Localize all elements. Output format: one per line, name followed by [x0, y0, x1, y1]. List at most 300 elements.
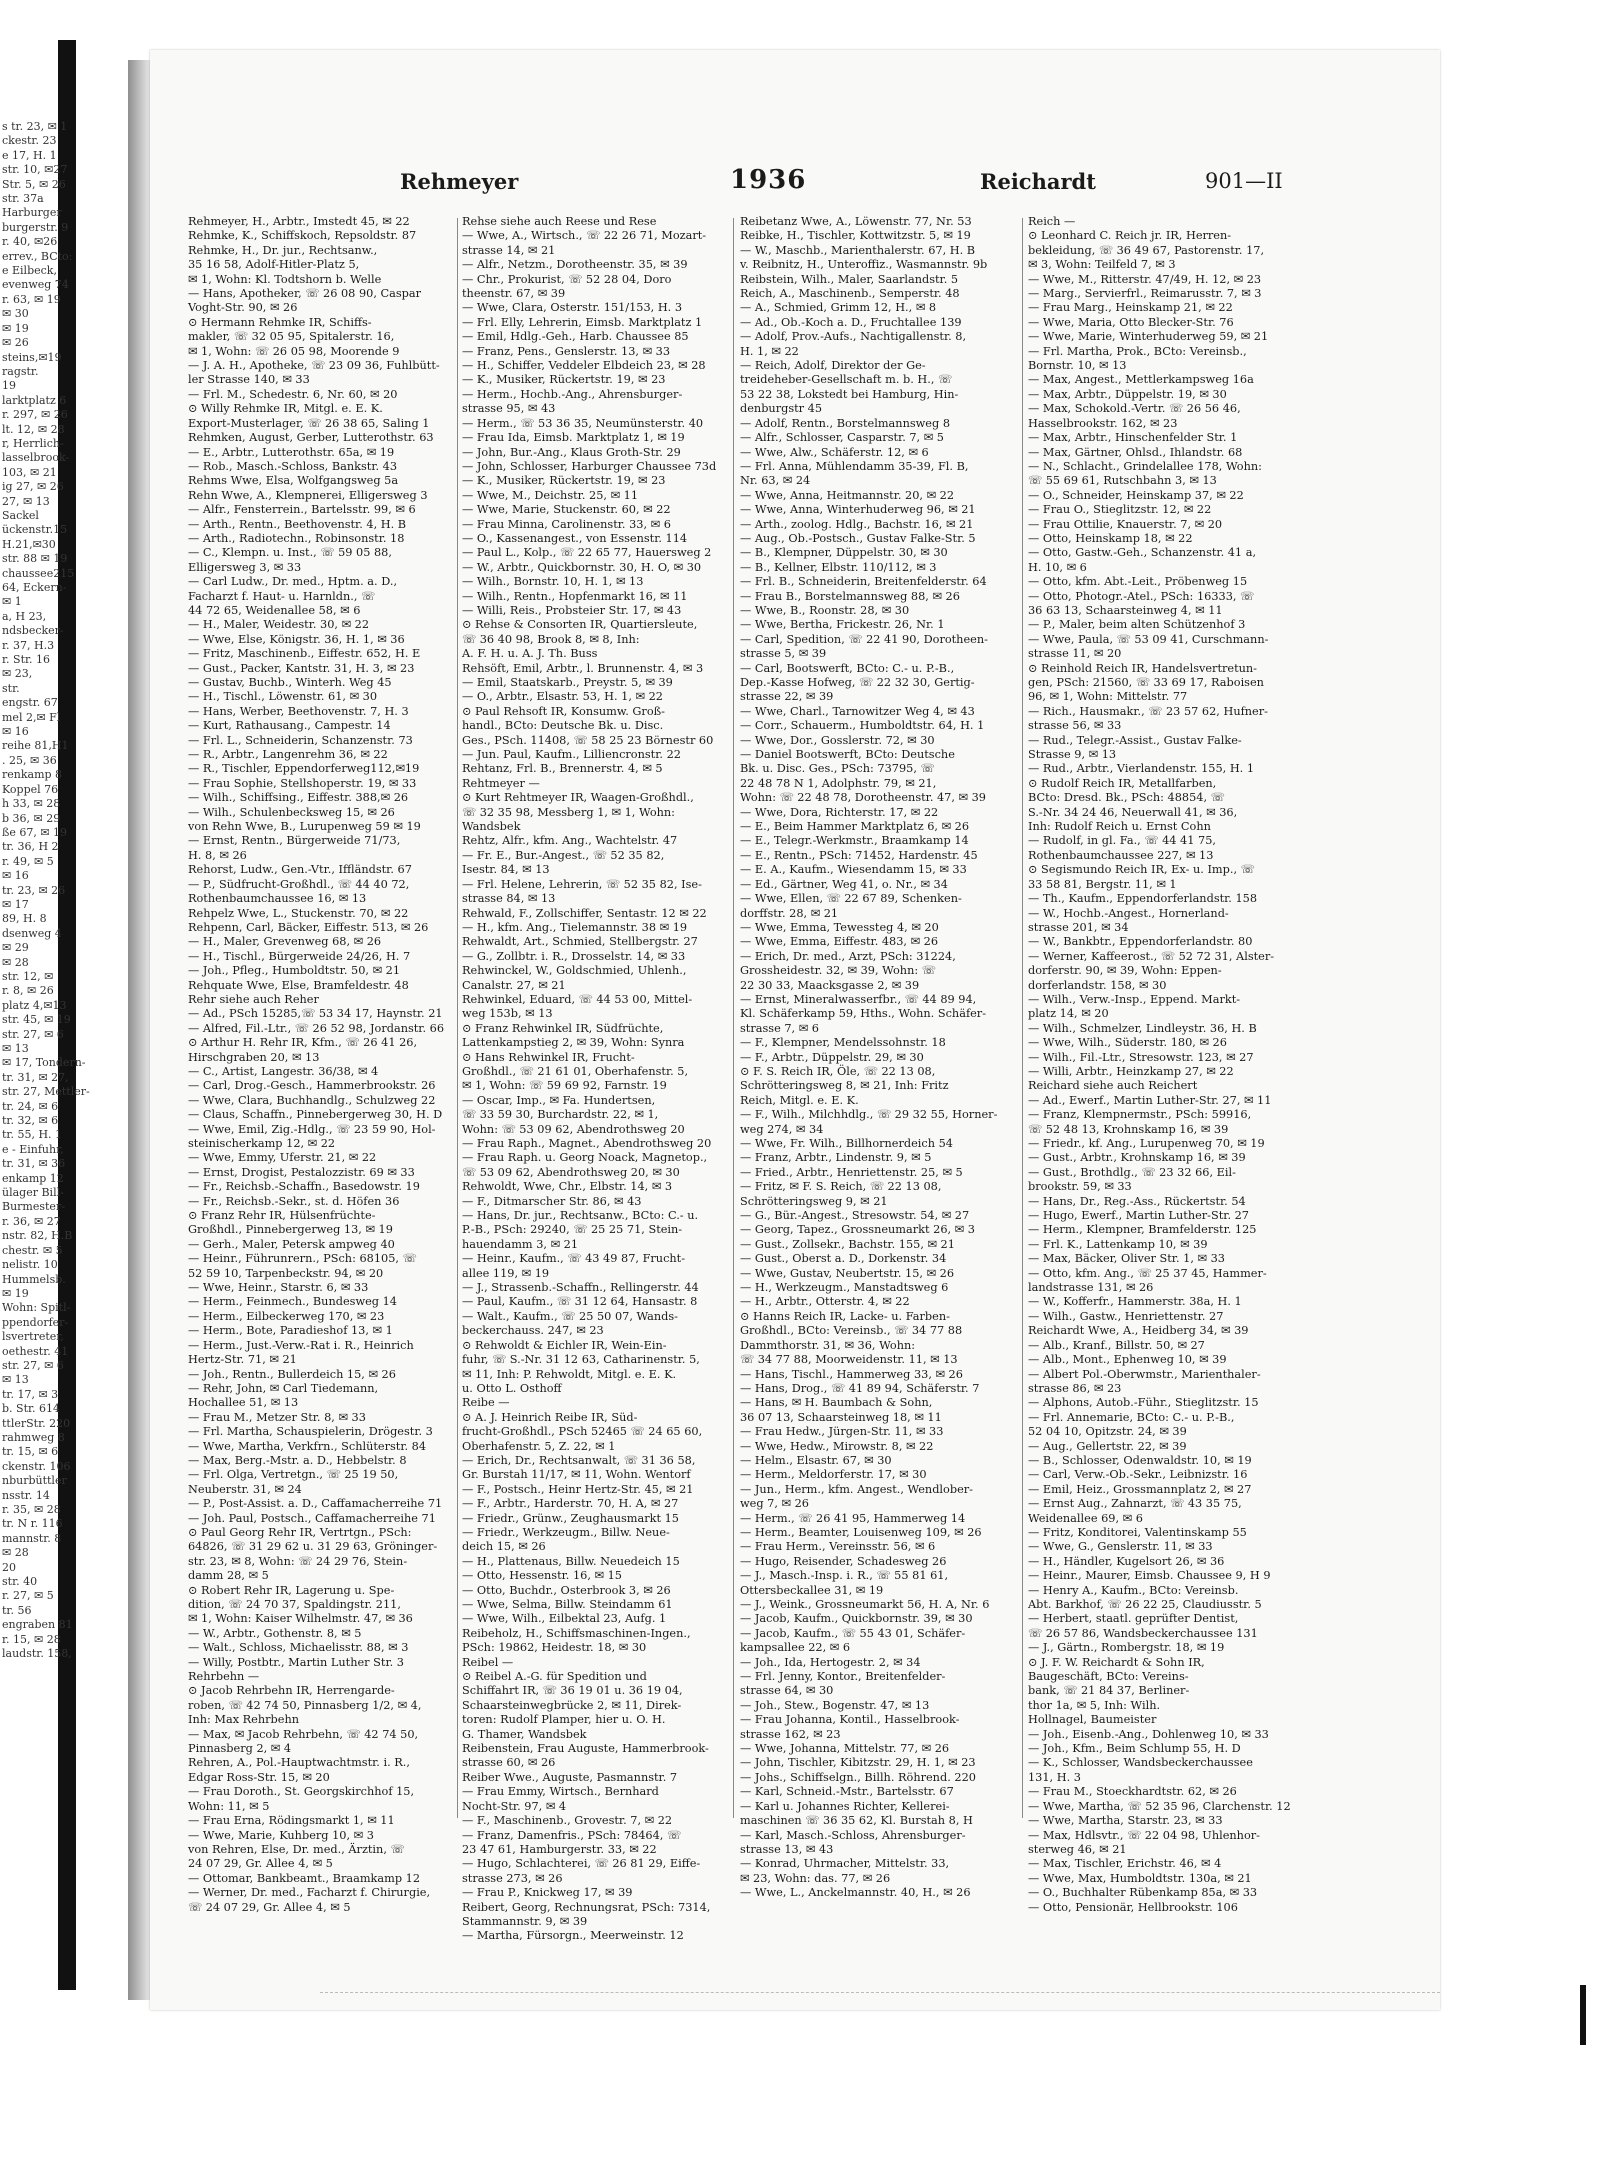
directory-entry-line: — Wwe, Anna, Heitmannstr. 20, ✉ 22	[740, 488, 955, 502]
directory-entry-line: — Marg., Servierfrl., Reimarusstr. 7, ✉ 3	[1028, 287, 1262, 301]
directory-entry-line: — Willi, Reis., Probsteier Str. 17, ✉ 43	[462, 603, 682, 617]
directory-entry-line: — Ernst Aug., Zahnarzt, ☏ 43 35 75,	[1028, 1497, 1242, 1511]
directory-entry-line: Canalstr. 27, ✉ 21	[462, 978, 566, 992]
directory-entry-line: — Hans, ✉ H. Baumbach & Sohn,	[740, 1396, 933, 1410]
directory-entry-line: ✉ 3, Wohn: Teilfeld 7, ✉ 3	[1028, 258, 1176, 272]
previous-page-line: engraben 81	[2, 1618, 73, 1632]
directory-entry-line: — H., Schiffer, Veddeler Elbdeich 23, ✉ 28	[462, 359, 706, 373]
directory-entry-line: — Alfr., Fensterrein., Bartelsstr. 99, ✉ 6	[188, 503, 416, 517]
directory-entry-line: — Max, Schokold.-Vertr. ☏ 26 56 46,	[1028, 402, 1241, 416]
directory-entry-line: — Herm., Bote, Paradieshof 13, ✉ 1	[188, 1324, 393, 1338]
directory-entry-line: — Franz, Arbtr., Lindenstr. 9, ✉ 5	[740, 1151, 932, 1165]
directory-entry-line: — F., Arbtr., Düppelstr. 29, ✉ 30	[740, 1050, 924, 1064]
directory-entry-line: ⊙ Segismundo Reich IR, Ex- u. Imp., ☏	[1028, 863, 1255, 877]
directory-entry-line: — Gust., Oberst a. D., Dorkenstr. 34	[740, 1252, 947, 1266]
previous-page-line: lasselbrook-	[2, 451, 70, 465]
directory-entry-line: — John, Schlosser, Harburger Chaussee 73d	[462, 459, 717, 473]
directory-entry-line: — Rehr, John, ✉ Carl Tiedemann,	[188, 1381, 379, 1395]
directory-entry-line: — Wilh., Schmelzer, Lindleystr. 36, H. B	[1028, 1021, 1257, 1035]
directory-entry-line: — Henry A., Kaufm., BCto: Vereinsb.	[1028, 1583, 1239, 1597]
directory-entry-line: — Max, Gärtner, Ohlsd., Ihlandstr. 68	[1028, 445, 1243, 459]
directory-entry-line: Rehr siehe auch Reher	[188, 992, 319, 1006]
previous-page-line: ✉ 28	[2, 955, 29, 969]
previous-page-line: ✉ 16	[2, 869, 29, 883]
directory-entry-line: — Frl. Jenny, Kontor., Breitenfelder-	[740, 1670, 946, 1684]
previous-page-line: ✉ 19	[2, 321, 29, 335]
directory-entry-line: ⊙ Arthur H. Rehr IR, Kfm., ☏ 26 41 26,	[188, 1036, 418, 1050]
previous-page-line: b. Str. 614	[2, 1402, 61, 1416]
directory-entry-line: ⊙ Kurt Rehtmeyer IR, Waagen-Großhdl.,	[462, 791, 694, 805]
directory-entry-line: — W., Kofferfr., Hammerstr. 38a, H. 1	[1028, 1295, 1242, 1309]
directory-entry-line: — Joh., Rentn., Bullerdeich 15, ✉ 26	[188, 1367, 396, 1381]
directory-entry-line: — Frl. Martha, Schauspielerin, Drögestr. 3	[188, 1425, 433, 1439]
directory-entry-line: Kl. Schäferkamp 59, Hths., Wohn. Schäfer-	[740, 1007, 987, 1021]
directory-entry-line: Rehquate Wwe, Else, Bramfeldestr. 48	[188, 978, 409, 992]
directory-column-3	[740, 215, 1018, 1900]
directory-entry-line: — Wwe, Marie, Stuckenstr. 60, ✉ 22	[462, 503, 671, 517]
directory-entry-line: — Wwe, G., Genslerstr. 11, ✉ 33	[1028, 1540, 1213, 1554]
previous-page-line: e Eilbeck,	[2, 264, 57, 278]
directory-entry-line: — Rud., Telegr.-Assist., Gustav Falke-	[1028, 733, 1242, 747]
header-first-entry: Rehmeyer	[400, 169, 519, 194]
directory-entry-line: — Alb., Kranf., Billstr. 50, ✉ 27	[1028, 1338, 1205, 1352]
directory-entry-line: — Joh., Stew., Bogenstr. 47, ✉ 13	[740, 1698, 930, 1712]
directory-entry-line: Rehse siehe auch Reese und Rese	[462, 215, 657, 228]
directory-entry-line: — K., Schlosser, Wandsbeckerchaussee	[1028, 1756, 1253, 1770]
directory-entry-line: ⊙ Hans Rehwinkel IR, Frucht-	[462, 1050, 635, 1064]
directory-entry-line: — Ad., Ob.-Koch a. D., Fruchtallee 139	[740, 315, 962, 329]
directory-entry-line: — Wwe, M., Ritterstr. 47/49, H. 12, ✉ 23	[1028, 272, 1262, 286]
directory-entry-line: — Joh., Kfm., Beim Schlump 55, H. D	[1028, 1742, 1241, 1756]
directory-entry-line: — Wwe, Heinr., Starstr. 6, ✉ 33	[188, 1281, 369, 1295]
previous-page-line: platz 4,✉13	[2, 998, 67, 1012]
directory-entry-line: — Frau Herm., Vereinsstr. 56, ✉ 6	[740, 1540, 936, 1554]
previous-page-line: r. 36, ✉ 27	[2, 1214, 61, 1228]
directory-entry-line: — Ottomar, Bankbeamt., Braamkamp 12	[188, 1871, 421, 1885]
directory-entry-line: 44 72 65, Weidenallee 58, ✉ 6	[188, 603, 361, 617]
directory-entry-line: — E., Rentn., PSch: 71452, Hardenstr. 45	[740, 848, 978, 862]
directory-entry-line: u. Otto L. Osthoff	[462, 1381, 562, 1395]
directory-entry-line: Pinnasberg 2, ✉ 4	[188, 1742, 292, 1756]
directory-entry-line: 53 22 38, Lokstedt bei Hamburg, Hin-	[740, 387, 959, 401]
directory-entry-line: — Emil, Hdlg.-Geh., Harb. Chaussee 85	[462, 330, 689, 344]
directory-entry-line: — Heinr., Maurer, Eimsb. Chaussee 9, H 9	[1028, 1569, 1271, 1583]
directory-entry-line: — Frau O., Stieglitzstr. 12, ✉ 22	[1028, 503, 1212, 517]
directory-entry-line: allee 119, ✉ 19	[462, 1266, 550, 1280]
directory-entry-line: — Friedr., kf. Ang., Lurupenweg 70, ✉ 19	[1028, 1137, 1265, 1150]
directory-entry-line: — Hans, Dr. jur., Rechtsanw., BCto: C.- u.	[462, 1209, 699, 1223]
directory-entry-line: — John, Tischler, Kibitzstr. 29, H. 1, ✉ 23	[740, 1756, 976, 1770]
previous-page-line: enkamp 12	[2, 1171, 64, 1185]
directory-entry-line: — R., Tischler, Eppendorferweg112,✉19	[188, 762, 420, 776]
column-divider	[1022, 218, 1023, 1818]
directory-entry-line: — Wilh., Verw.-Insp., Eppend. Markt-	[1028, 992, 1241, 1006]
directory-entry-line: — Franz, Pens., Genslerstr. 13, ✉ 33	[462, 344, 671, 358]
previous-page-line: rahmweg 8	[2, 1430, 65, 1444]
directory-entry-line: ☏ 36 40 98, Brook 8, ✉ 8, Inh:	[462, 632, 640, 646]
directory-entry-line: — Hans, Werber, Beethovenstr. 7, H. 3	[188, 704, 409, 718]
directory-entry-line: Weidenallee 69, ✉ 6	[1028, 1511, 1143, 1525]
directory-entry-line: ☏ 52 48 13, Krohnskamp 16, ✉ 39	[1028, 1122, 1229, 1136]
directory-entry-line: — Ad., Ewerf., Martin Luther-Str. 27, ✉ 11	[1028, 1093, 1272, 1107]
directory-entry-line: 22 48 78 N 1, Adolphstr. 79, ✉ 21,	[740, 776, 937, 790]
directory-column-2	[462, 215, 727, 1943]
previous-page-line: 27, ✉ 13	[2, 494, 50, 508]
directory-entry-line: — Jacob, Kaufm., Quickbornstr. 39, ✉ 30	[740, 1612, 973, 1626]
directory-entry-line: ⊙ Rehse & Consorten IR, Quartiersleute,	[462, 618, 698, 632]
directory-entry-line: Rehmke, H., Dr. jur., Rechtsanw.,	[188, 243, 378, 257]
directory-entry-line: — Max, Hdlsvtr., ☏ 22 04 98, Uhlenhor-	[1028, 1828, 1260, 1842]
directory-entry-line: — Emil, Heiz., Grossmannplatz 2, ✉ 27	[1028, 1482, 1252, 1496]
directory-entry-line: — E., Telegr.-Werkmstr., Braamkamp 14	[740, 834, 969, 848]
previous-page-line: tr. 32, ✉ 6	[2, 1114, 59, 1128]
previous-page-line: ückenstr.15	[2, 523, 68, 537]
directory-entry-line: — Arth., zoolog. Hdlg., Bachstr. 16, ✉ 21	[740, 517, 974, 531]
previous-page-line: ✉ 17, Tondern-	[2, 1056, 86, 1070]
directory-entry-line: — Frl. Elly, Lehrerin, Eimsb. Marktplatz 1	[462, 315, 703, 329]
directory-entry-line: steinischerkamp 12, ✉ 22	[188, 1137, 336, 1150]
directory-entry-line: ⊙ Hanns Reich IR, Lacke- u. Farben-	[740, 1309, 950, 1323]
directory-entry-line: ⊙ Reinhold Reich IR, Handelsvertretun-	[1028, 661, 1257, 675]
directory-entry-line: BCto: Dresd. Bk., PSch: 48854, ☏	[1028, 791, 1225, 805]
previous-page-line: Burmester-	[2, 1200, 65, 1214]
directory-entry-line: Reibeholz, H., Schiffsmaschinen-Ingen.,	[462, 1626, 691, 1640]
directory-entry-line: ☏ 24 07 29, Gr. Allee 4, ✉ 5	[188, 1900, 351, 1914]
directory-entry-line: 131, H. 3	[1028, 1770, 1081, 1784]
directory-entry-line: — Willy, Postbtr., Martin Luther Str. 3	[188, 1655, 404, 1669]
directory-entry-line: — Georg, Tapez., Grossneumarkt 26, ✉ 3	[740, 1223, 975, 1237]
directory-entry-line: — Friedr., Grünw., Zeughausmarkt 15	[462, 1511, 679, 1525]
directory-entry-line: — Wwe, Wilh., Eilbektal 23, Aufg. 1	[462, 1612, 667, 1626]
previous-page-line: r. Str. 16	[2, 653, 51, 667]
directory-entry-line: strasse 56, ✉ 33	[1028, 719, 1122, 733]
directory-entry-line: — Walt., Kaufm., ☏ 25 50 07, Wands-	[462, 1309, 678, 1323]
previous-page-line: r. 297, ✉ 26	[2, 408, 68, 422]
directory-entry-line: — B., Klempner, Düppelstr. 30, ✉ 30	[740, 546, 948, 560]
directory-entry-line: — Otto, Heinskamp 18, ✉ 22	[1028, 531, 1193, 545]
directory-entry-line: — Rich., Hausmakr., ☏ 23 57 62, Hufner-	[1028, 704, 1268, 718]
directory-entry-line: 96, ✉ 1, Wohn: Mittelstr. 77	[1028, 690, 1188, 704]
previous-page-line: lt. 12, ✉ 28	[2, 422, 65, 436]
directory-entry-line: — Wwe, Paula, ☏ 53 09 41, Curschmann-	[1028, 632, 1269, 646]
directory-entry-line: — Herm., Meldorferstr. 17, ✉ 30	[740, 1468, 927, 1482]
directory-entry-line: — Wwe, M., Deichstr. 25, ✉ 11	[462, 488, 639, 502]
directory-entry-line: Nocht-Str. 97, ✉ 4	[462, 1799, 567, 1813]
directory-entry-line: — Max, Berg.-Mstr. a. D., Hebbelstr. 8	[188, 1453, 407, 1467]
directory-entry-line: ⊙ A. J. Heinrich Reibe IR, Süd-	[462, 1410, 638, 1424]
directory-entry-line: — H., Maler, Weidestr. 30, ✉ 22	[188, 618, 370, 632]
directory-entry-line: Schrötteringsweg 8, ✉ 21, Inh: Fritz	[740, 1079, 949, 1093]
directory-entry-line: Hirschgraben 20, ✉ 13	[188, 1050, 320, 1064]
directory-entry-line: Rehwinckel, W., Goldschmied, Uhlenh.,	[462, 964, 687, 978]
directory-entry-line: — O., Schneider, Heinskamp 37, ✉ 22	[1028, 488, 1244, 502]
directory-entry-line: — Wwe, Else, Königstr. 36, H. 1, ✉ 36	[188, 632, 405, 646]
directory-entry-line: strasse 201, ✉ 34	[1028, 920, 1129, 934]
directory-entry-line: 36 63 13, Schaarsteinweg 4, ✉ 11	[1028, 603, 1223, 617]
directory-entry-line: Rothenbaumchaussee 227, ✉ 13	[1028, 848, 1214, 862]
directory-entry-line: Hasselbrookstr. 162, ✉ 23	[1028, 416, 1178, 430]
previous-page-line: steins,✉19	[2, 350, 62, 364]
previous-page-line: h 33, ✉ 28	[2, 797, 61, 811]
directory-entry-line: strasse 273, ✉ 26	[462, 1871, 563, 1885]
directory-entry-line: ✉ 1, Wohn: ☏ 26 05 98, Moorende 9	[188, 344, 400, 358]
directory-entry-line: — H., kfm. Ang., Tielemannstr. 38 ✉ 19	[462, 920, 688, 934]
previous-page-line: ✉ 23,	[2, 667, 33, 681]
directory-entry-line: Großhdl., ☏ 21 61 01, Oberhafenstr. 5,	[462, 1064, 689, 1078]
directory-entry-line: — Frl. Annemarie, BCto: C.- u. P.-B.,	[1028, 1410, 1235, 1424]
directory-entry-line: — R., Arbtr., Langenrehm 36, ✉ 22	[188, 748, 388, 762]
directory-entry-line: — G., Zollbtr. i. R., Drosselstr. 14, ✉ 33	[462, 949, 686, 963]
previous-page-line: Koppel 76	[2, 782, 59, 796]
directory-entry-line: — Fr., Reichsb.-Schaffn., Basedowstr. 19	[188, 1180, 420, 1194]
directory-entry-line: Schaarsteinwegbrücke 2, ✉ 11, Direk-	[462, 1698, 682, 1712]
directory-entry-line: — Erich, Dr., Rechtsanwalt, ☏ 31 36 58,	[462, 1453, 696, 1467]
directory-entry-line: — Wwe, Martha, Starstr. 23, ✉ 33	[1028, 1814, 1223, 1828]
directory-entry-line: — Wwe, Maria, Otto Blecker-Str. 76	[1028, 315, 1234, 329]
directory-entry-line: 33 58 81, Bergstr. 11, ✉ 1	[1028, 877, 1177, 891]
directory-entry-line: — Carl, Bootswerft, BCto: C.- u. P.-B.,	[740, 661, 955, 675]
directory-entry-line: — Jun., Herm., kfm. Angest., Wendlober-	[740, 1482, 973, 1496]
previous-page-line: str. 45, ✉ 19	[2, 1013, 71, 1027]
previous-page-line: r. 40, ✉26	[2, 235, 58, 249]
directory-entry-line: — Carl, Spedition, ☏ 22 41 90, Dorotheen-	[740, 632, 988, 646]
directory-entry-line: — Frl. Helene, Lehrerin, ☏ 52 35 82, Ise-	[462, 877, 702, 891]
previous-page-line: e - Einfuhr,	[2, 1142, 64, 1156]
directory-entry-line: Reichard siehe auch Reichert	[1028, 1079, 1198, 1093]
directory-entry-line: — H., Werkzeugm., Manstadtsweg 6	[740, 1281, 949, 1295]
directory-entry-line: — Wwe, Martha, Verkfrn., Schlüterstr. 84	[188, 1439, 427, 1453]
directory-entry-line: — Wwe, Marie, Kuhberg 10, ✉ 3	[188, 1828, 374, 1842]
previous-page-line: 19	[2, 379, 16, 393]
directory-entry-line: von Rehren, Else, Dr. med., Ärztin, ☏	[188, 1842, 405, 1856]
directory-entry-line: — Rob., Masch.-Schloss, Bankstr. 43	[188, 459, 398, 473]
directory-entry-line: Gr. Burstah 11/17, ✉ 11, Wohn. Wentorf	[462, 1468, 691, 1482]
previous-page-line: s tr. 23, ✉ 1	[2, 120, 68, 133]
previous-page-line: str. 27, ✉ 6	[2, 1027, 64, 1041]
directory-entry-line: Rehmken, August, Gerber, Lutterothstr. 63	[188, 431, 434, 445]
directory-entry-line: — Wwe, Dora, Richterstr. 17, ✉ 22	[740, 805, 939, 819]
directory-entry-line: thor 1a, ✉ 5, Inh: Wilh.	[1028, 1698, 1161, 1712]
directory-entry-line: Hertz-Str. 71, ✉ 21	[188, 1353, 297, 1367]
directory-entry-line: Rehsöft, Emil, Arbtr., l. Brunnenstr. 4, ✉ 3	[462, 661, 704, 675]
directory-entry-line: — E. A., Kaufm., Wiesendamm 15, ✉ 33	[740, 863, 967, 877]
directory-entry-line: deich 15, ✉ 26	[462, 1540, 546, 1554]
directory-entry-line: — Frau M., Stoeckhardtstr. 62, ✉ 26	[1028, 1785, 1237, 1799]
directory-entry-line: bekleidung, ☏ 36 49 67, Pastorenstr. 17,	[1028, 243, 1265, 257]
directory-entry-line: — F., Wilh., Milchhdlg., ☏ 29 32 55, Horner-	[740, 1108, 998, 1122]
directory-entry-line: Reibel —	[462, 1655, 514, 1669]
directory-entry-line: — Aug., Gellertstr. 22, ✉ 39	[1028, 1439, 1187, 1453]
directory-entry-line: — Max, Arbtr., Hinschenfelder Str. 1	[1028, 431, 1238, 445]
previous-page-line: tr. 23, ✉ 26	[2, 883, 66, 897]
directory-entry-line: — K., Musiker, Rückertstr. 19, ✉ 23	[462, 373, 666, 387]
directory-entry-line: — Aug., Ob.-Postsch., Gustav Falke-Str. 5	[740, 531, 976, 545]
previous-page-fragment	[0, 120, 142, 1970]
directory-entry-line: — Otto, Gastw.-Geh., Schanzenstr. 41 a,	[1028, 546, 1257, 560]
previous-page-line: mannstr. 8	[2, 1531, 62, 1545]
previous-page-line: ckestr. 23	[2, 134, 57, 148]
directory-entry-line: Rehms Wwe, Elsa, Wolfgangsweg 5a	[188, 474, 399, 488]
previous-page-line: r. 37, H.3	[2, 638, 55, 652]
page-header	[250, 165, 1430, 205]
directory-entry-line: — J., Masch.-Insp. i. R., ☏ 55 81 61,	[740, 1569, 949, 1583]
directory-entry-line: — Wwe, Bertha, Frickestr. 26, Nr. 1	[740, 618, 945, 632]
directory-entry-line: Ottersbeckallee 31, ✉ 19	[740, 1583, 884, 1597]
directory-column-4	[1028, 215, 1310, 1914]
directory-column-1	[188, 215, 453, 1914]
directory-entry-line: — Frau Emmy, Wirtsch., Bernhard	[462, 1785, 659, 1799]
directory-entry-line: — Herm., Klempner, Bramfelderstr. 125	[1028, 1223, 1257, 1237]
directory-entry-line: PSch: 19862, Heidestr. 18, ✉ 30	[462, 1641, 647, 1655]
directory-entry-line: — Wwe, Clara, Osterstr. 151/153, H. 3	[462, 301, 683, 315]
directory-entry-line: — A., Schmied, Grimm 12, H., ✉ 8	[740, 301, 937, 315]
directory-entry-line: H. 8, ✉ 26	[188, 848, 247, 862]
directory-entry-line: — Frl. L., Schneiderin, Schanzenstr. 73	[188, 733, 413, 747]
directory-entry-line: — Joh. Paul, Postsch., Caffamacherreihe 71	[188, 1511, 436, 1525]
directory-entry-line: — Wilh., Schiffsing., Eiffestr. 388,✉ 26	[188, 791, 409, 805]
directory-entry-line: — Frau Raph., Magnet., Abendrothsweg 20	[462, 1137, 712, 1150]
directory-entry-line: — Wilh., Rentn., Hopfenmarkt 16, ✉ 11	[462, 589, 688, 603]
directory-entry-line: — Herm., Feinmech., Bundesweg 14	[188, 1295, 397, 1309]
directory-entry-line: Isestr. 84, ✉ 13	[462, 863, 550, 877]
directory-entry-line: ⊙ Leonhard C. Reich jr. IR, Herren-	[1028, 229, 1232, 243]
directory-entry-line: Reichardt Wwe, A., Heidberg 34, ✉ 39	[1028, 1324, 1249, 1338]
directory-entry-line: — Frau P., Knickweg 17, ✉ 39	[462, 1886, 633, 1900]
directory-entry-line: — Frau Erna, Rödingsmarkt 1, ✉ 11	[188, 1814, 395, 1828]
previous-page-line: engstr. 67	[2, 696, 58, 710]
previous-page-line: tr. 24, ✉ 6	[2, 1099, 59, 1113]
directory-entry-line: strasse 22, ✉ 39	[740, 690, 834, 704]
directory-entry-line: ⊙ Franz Rehr IR, Hülsenfrüchte-	[188, 1209, 376, 1223]
directory-entry-line: ✉ 1, Wohn: Kl. Todtshorn b. Welle	[188, 272, 382, 286]
directory-entry-line: — Emil, Staatskarb., Preystr. 5, ✉ 39	[462, 676, 673, 689]
directory-entry-line: — Joh., Eisenb.-Ang., Dohlenweg 10, ✉ 33	[1028, 1727, 1269, 1741]
directory-entry-line: treideheber-Gesellschaft m. b. H., ☏	[740, 373, 953, 387]
previous-page-line: dsenweg 4	[2, 926, 62, 940]
directory-entry-line: — E., Arbtr., Lutterothstr. 65a, ✉ 19	[188, 445, 395, 459]
directory-entry-line: — F., Klempner, Mendelssohnstr. 18	[740, 1036, 946, 1050]
directory-entry-line: Facharzt f. Haut- u. Harnldn., ☏	[188, 589, 376, 603]
directory-entry-line: ⊙ Paul Georg Rehr IR, Vertrtgn., PSch:	[188, 1525, 412, 1539]
directory-entry-line: Reibenstein, Frau Auguste, Hammerbrook-	[462, 1742, 709, 1756]
directory-entry-line: Inh: Max Rehrbehn	[188, 1713, 300, 1727]
directory-entry-line: — Karl, Masch.-Schloss, Ahrensburger-	[740, 1828, 966, 1842]
directory-entry-line: — H., Arbtr., Otterstr. 4, ✉ 22	[740, 1295, 910, 1309]
directory-entry-line: Wohn: 11, ✉ 5	[188, 1799, 270, 1813]
directory-entry-line: — Fritz, Konditorei, Valentinskamp 55	[1028, 1525, 1247, 1539]
directory-entry-line: — Franz, Damenfris., PSch: 78464, ☏	[462, 1828, 682, 1842]
directory-entry-line: — E., Beim Hammer Marktplatz 6, ✉ 26	[740, 820, 970, 834]
directory-entry-line: Rehtanz, Frl. B., Brennerstr. 4, ✉ 5	[462, 762, 663, 776]
directory-entry-line: — Wwe, Johanna, Mittelstr. 77, ✉ 26	[740, 1742, 950, 1756]
directory-entry-line: ⊙ Willy Rehmke IR, Mitgl. e. E. K.	[188, 402, 383, 416]
directory-entry-line: Wohn: ☏ 22 48 78, Dorotheenstr. 47, ✉ 39	[740, 791, 986, 805]
directory-entry-line: — Frau Hedw., Jürgen-Str. 11, ✉ 33	[740, 1425, 944, 1439]
directory-entry-line: — Frau Minna, Carolinenstr. 33, ✉ 6	[462, 517, 671, 531]
previous-page-line: chestr. ✉ 5	[2, 1243, 63, 1257]
directory-entry-line: roben, ☏ 42 74 50, Pinnasberg 1/2, ✉ 4,	[188, 1698, 422, 1712]
directory-entry-line: strasse 7, ✉ 6	[740, 1021, 819, 1035]
previous-page-line: lsvertreter,	[2, 1330, 64, 1344]
directory-entry-line: — F., Arbtr., Harderstr. 70, H. A, ✉ 27	[462, 1497, 679, 1511]
directory-entry-line: 64826, ☏ 31 29 62 u. 31 29 63, Gröninger-	[188, 1540, 438, 1554]
previous-page-line: ndsbecker-	[2, 624, 64, 638]
directory-entry-line: kampsallee 22, ✉ 6	[740, 1641, 851, 1655]
directory-entry-line: ⊙ J. F. W. Reichardt & Sohn IR,	[1028, 1655, 1205, 1669]
previous-page-line: laudstr. 158,	[2, 1647, 72, 1661]
directory-entry-line: — H., Plattenaus, Billw. Neuedeich 15	[462, 1554, 680, 1568]
previous-page-line: tr. 55, H. 1	[2, 1128, 63, 1142]
previous-page-line: Hummelsb.	[2, 1272, 66, 1286]
directory-entry-line: — Friedr., Werkzeugm., Billw. Neue-	[462, 1525, 670, 1539]
directory-entry-line: — Frau Marg., Heinskamp 21, ✉ 22	[1028, 301, 1233, 315]
directory-entry-line: — K., Musiker, Rückertstr. 19, ✉ 23	[462, 474, 666, 488]
directory-entry-line: — Wwe, Max, Humboldtstr. 130a, ✉ 21	[1028, 1871, 1252, 1885]
previous-page-line: nelistr. 10	[2, 1258, 58, 1272]
previous-page-line: 64, Eckern-	[2, 581, 67, 594]
directory-entry-line: Rehpelz Wwe, L., Stuckenstr. 70, ✉ 22	[188, 906, 409, 920]
directory-entry-line: strasse 60, ✉ 26	[462, 1756, 556, 1770]
directory-entry-line: strasse 162, ✉ 23	[740, 1727, 841, 1741]
directory-entry-line: — Frau Raph. u. Georg Noack, Magnetop.,	[462, 1151, 708, 1165]
previous-page-line: tr. 36, H 2	[2, 840, 59, 854]
directory-entry-line: hauendamm 3, ✉ 21	[462, 1237, 579, 1251]
directory-entry-line: — Herm., ☏ 26 41 95, Hammerweg 14	[740, 1511, 966, 1525]
directory-entry-line: Rehmeyer, H., Arbtr., Imstedt 45, ✉ 22	[188, 215, 410, 228]
directory-entry-line: — Wilh., Schulenbecksweg 15, ✉ 26	[188, 805, 395, 819]
directory-entry-line: ler Strasse 140, ✉ 33	[188, 373, 310, 387]
directory-entry-line: ☏ 34 77 88, Moorweidenstr. 11, ✉ 13	[740, 1353, 958, 1367]
directory-entry-line: Baugeschäft, BCto: Vereins-	[1028, 1670, 1189, 1684]
previous-page-line: chaussee215	[2, 566, 75, 580]
directory-entry-line: — Gerh., Maler, Petersk ampweg 40	[188, 1237, 395, 1251]
directory-entry-line: — C., Klempn. u. Inst., ☏ 59 05 88,	[188, 546, 392, 560]
directory-entry-line: — Wwe, Martha, ☏ 52 35 96, Clarchenstr. 12	[1028, 1799, 1291, 1813]
previous-page-line: ✉ 19	[2, 1286, 29, 1300]
directory-entry-line: dorferlandstr. 158, ✉ 30	[1028, 978, 1167, 992]
directory-entry-line: dorffstr. 28, ✉ 21	[740, 906, 839, 920]
directory-entry-line: P.-B., PSch: 29240, ☏ 25 25 71, Stein-	[462, 1223, 683, 1237]
directory-entry-line: — Wwe, L., Anckelmannstr. 40, H., ✉ 26	[740, 1886, 971, 1900]
directory-entry-line: — Adolf, Prov.-Aufs., Nachtigallenstr. 8,	[740, 330, 967, 344]
directory-entry-line: — O., Kassenangest., von Essenstr. 114	[462, 531, 688, 545]
directory-entry-line: weg 153b, ✉ 13	[462, 1007, 553, 1021]
directory-entry-line: Dep.-Kasse Hofweg, ☏ 22 32 30, Gertig-	[740, 676, 975, 689]
directory-entry-line: Rehwinkel, Eduard, ☏ 44 53 00, Mittel-	[462, 992, 693, 1006]
directory-entry-line: — B., Schlosser, Odenwaldstr. 10, ✉ 19	[1028, 1453, 1252, 1467]
previous-page-line: 89, H. 8	[2, 912, 47, 926]
directory-entry-line: strasse 14, ✉ 21	[462, 243, 556, 257]
directory-entry-line: ☏ 32 35 98, Messberg 1, ✉ 1, Wohn:	[462, 805, 675, 819]
directory-entry-line: — Otto, Pensionär, Hellbrookstr. 106	[1028, 1900, 1238, 1914]
directory-entry-line: Wohn: ☏ 53 09 62, Abendrothsweg 20	[462, 1122, 685, 1136]
directory-entry-line: Großhdl., Pinnebergerweg 13, ✉ 19	[188, 1223, 393, 1237]
directory-entry-line: — Rudolf, in gl. Fa., ☏ 44 41 75,	[1028, 834, 1216, 848]
directory-entry-line: Reibstein, Wilh., Maler, Saarlandstr. 5	[740, 272, 959, 286]
directory-entry-line: — Wwe, Emma, Tewessteg 4, ✉ 20	[740, 920, 939, 934]
directory-entry-line: — Martha, Fürsorgn., Meerweinstr. 12	[462, 1929, 684, 1943]
directory-entry-line: fuhr, ☏ S.-Nr. 31 12 63, Catharinenstr. 5,	[462, 1353, 700, 1367]
directory-entry-line: — Max, Angest., Mettlerkampsweg 16a	[1028, 373, 1254, 387]
directory-entry-line: — Frau Sophie, Stellshoperstr. 19, ✉ 33	[188, 776, 417, 790]
directory-entry-line: — Kurt, Rathausang., Campestr. 14	[188, 719, 391, 733]
directory-entry-line: v. Reibnitz, H., Unteroffiz., Wasmannstr. 9b	[740, 258, 988, 272]
directory-entry-line: theenstr. 67, ✉ 39	[462, 287, 566, 301]
directory-entry-line: ⊙ F. S. Reich IR, Öle, ☏ 22 13 08,	[740, 1064, 936, 1078]
directory-entry-line: — Wwe, Marie, Winterhuderweg 59, ✉ 21	[1028, 330, 1269, 344]
directory-entry-line: — Frl. Martha, Prok., BCto: Vereinsb.,	[1028, 344, 1247, 358]
directory-entry-line: platz 14, ✉ 20	[1028, 1007, 1109, 1021]
